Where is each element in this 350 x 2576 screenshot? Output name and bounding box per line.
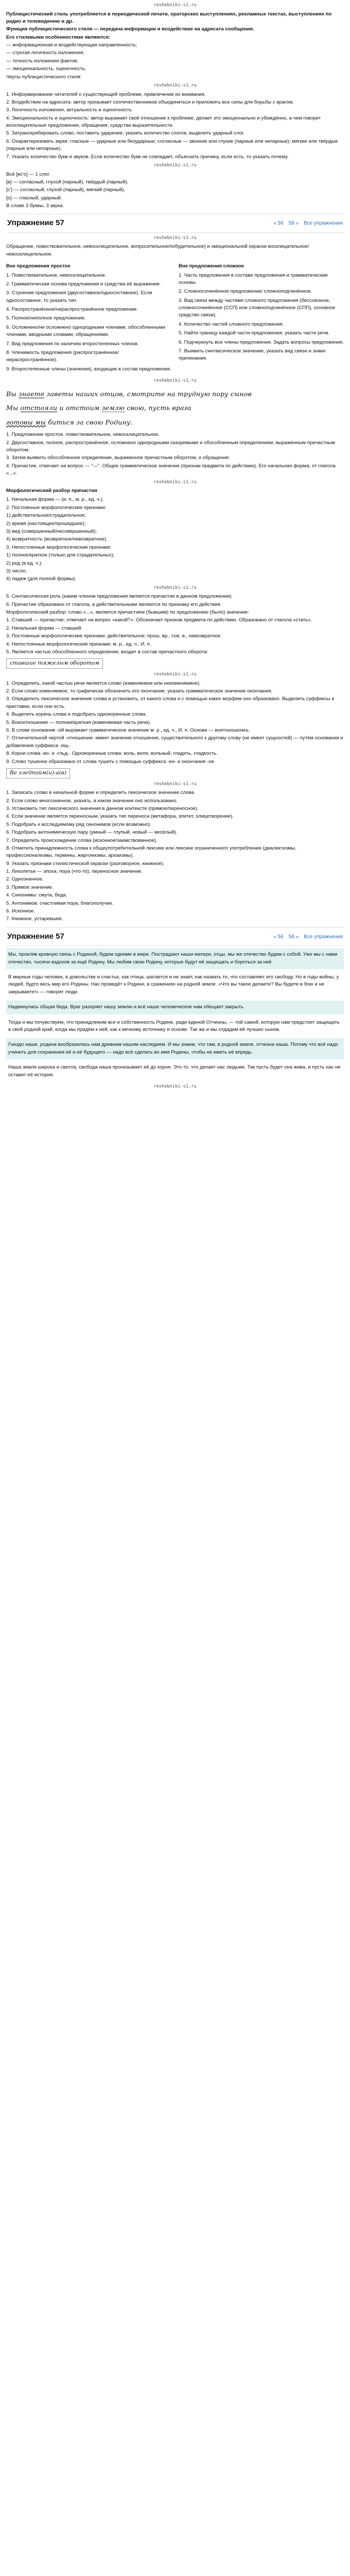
morph-line: 1. Ставший — причастие; отвечает на вопрос «какой?». Обозначает признак предмета по действию. Образовано от глагола «стать». [6, 617, 312, 623]
chip-block-1 [6, 657, 344, 670]
exercise-title: Упражнение 57 [7, 218, 64, 228]
morph-line: 4) возвратность (возвратное/невозвратное). [6, 536, 108, 543]
text-line: Функция публицистического стиля — передача информации и воздействие на адресата сообщения. [6, 26, 254, 32]
morph-line: 4. Непостоянные морфологические признаки: м. р., ед. ч., И. п. [6, 641, 151, 647]
watermark: reshebniki-s1.ru [153, 1083, 197, 1089]
morph-line: 1) полное/краткое (только для страдательных); [6, 552, 115, 558]
table-left-item: 5. Полное/неполное предложение. [6, 315, 86, 321]
word-formation-line: 3. Определить лексическое значение слова и установить, от какого слова и с помощью каких морфем оно образовано. Выделить суффиксы и приставки, если они есть. [6, 696, 335, 709]
stylistics-section [6, 11, 344, 81]
prev-exercise-link[interactable]: « 56 [273, 934, 284, 940]
text-paragraph: В мирные годы человек, в довольстве и счастье, как птица, шатается и не знает, как назвать то, что составляет его свободу. Но в годы войны, у людей, будто весь мир его Родины. Нас проведёт к Родине, в сражениях на родной земле. «Что вы такое делаете? Вы будете в бою и не закрываете!» — говорят люди. [6, 971, 344, 999]
exercise-intro-text: Обращение, повествовательное, невосклицательное, вопросительное/побудительное) и эмоциональной окраски восклицательное/невосклицательное. [6, 244, 309, 257]
sentence-analysis [6, 431, 344, 477]
phonetic-line: [о] — гласный, ударный. [6, 195, 62, 201]
hw-object: землю [101, 404, 125, 412]
lexical-line: 2. Если слово многозначное, указать, в каком значении оно использовано. [6, 798, 178, 804]
watermark: reshebniki-s1.ru [153, 585, 197, 590]
text-line: — эмоциональность, оценочность. [6, 66, 86, 72]
text-line: Публицистический стиль употребляется в периодической печати, ораторских выступлениях, рекламных текстах, выступлениях по радио и телевидению и др. [6, 11, 332, 24]
list-item: 7. Указать количество букв и звуков. Если количество букв не совпадает, объяснить причину, если есть, то указать почему. [6, 154, 289, 160]
word-formation-line: 7. Отличительной чертой -отношение- имеет значение отношения, существительного к другому слову (не имеет сущностей) — путём основания и добавления суффикса -ищ-. [6, 735, 343, 749]
morph-line: 5. Является частью обособленного определения, входит в состав причастного оборота: [6, 649, 208, 655]
analysis-line: 3. Затем выявить обособленное определение, выраженное причастным оборотом, и обращение. [6, 455, 231, 461]
parsing-table-left [6, 261, 171, 375]
word-formation-line: 6. В слове основание -ой выражает грамматическое значение м. р., ед. ч., И. п. Основа — воетоношениъ. [6, 727, 250, 733]
morph-head-block [6, 487, 344, 495]
lexical-line: 1. Лихолетье — эпоха, пора (что-то), переносное значение. [6, 869, 143, 875]
watermark: reshebniki-s1.ru [153, 781, 197, 787]
hw-word: и отстоим [59, 404, 100, 412]
lexical-line: 7. Книжное, устаревшее. [6, 916, 63, 922]
hw-subject: Мы [6, 404, 19, 412]
all-exercises-link[interactable]: Все упражнения [304, 934, 343, 940]
prev-exercise-link[interactable]: « 56 [273, 221, 284, 227]
text-line: Черты публицистического стиля: [6, 74, 82, 80]
list-item: 3. Логичность изложения, актуальность и оценочность. [6, 107, 133, 113]
table-left-header: Вне предложения простое [6, 263, 71, 269]
morph-line: 5. Синтаксическая роль (каким членом предложения является причастие в данном предложении). [6, 594, 233, 600]
hw-word: свою, пусть врага [127, 404, 191, 412]
watermark: reshebniki-s1.ru [153, 163, 197, 168]
table-right-item: 7. Выявить синтаксическое значение, указать вид связи и знаки препинания. [179, 348, 326, 362]
next-exercise-link[interactable]: 58 » [288, 934, 299, 940]
watermark: reshebniki-s1.ru [153, 235, 197, 241]
word-formation-line: 9. Слово тушеное образовано от слова тушить с помощью суффикса -ен- и окончания -ое. [6, 758, 216, 765]
handwriting-line-2 [6, 401, 344, 415]
handwriting-line-1 [6, 387, 344, 401]
watermark: reshebniki-s1.ru [153, 479, 197, 485]
word-formation-line: 4. Выделить корень слова и подобрать однокоренные слова. [6, 711, 147, 718]
text-paragraph: Тогда и мы почувствуем, что принадлежим все и собственность Родине, ради единой Отчизны, — той самой, которую нам предстоит защищать в свой родной край, когда мы придём к ней, как к вечному источнику и основе. Так же и мы отдадим ей лучших сынов. [6, 1016, 344, 1037]
exercise-intro [6, 243, 344, 258]
lexical-line: 9. Указать признаки стилистической окраски (разговорное, книжное). [6, 860, 165, 867]
exercise-bar-2 [6, 927, 344, 946]
word-formation-analysis [6, 680, 344, 766]
hw-predicate: отстояли [20, 404, 58, 412]
morph-analysis [6, 496, 344, 583]
text-paragraph: Гнездо наше, родина вообразилась нам древним нашим наследием. И мы знаем, что там, в родной земле, отчизна наша. Потому что всё надо учинить для сохранения её и её будущего — надо всё сделать во имя Родины, чтобы не иметь её впредь. [6, 1038, 344, 1059]
chip-block-2 [6, 767, 344, 779]
exercise-nav [273, 219, 343, 227]
analysis-line: 4. Причастие, отвечает на вопрос — "—". Общее грамматическое значение (признак предмета по действию). Его начальная форма, от глагола «...». [6, 463, 336, 477]
text-paragraph: Наша земля широка и светла, свобода наша пронизывает её до корня. Это то, что делает нас людьми. Так пусть будет она жива, и пусть нас не оставит её история. [6, 1061, 344, 1082]
lexical-line: 4. Если значение является переносным, указать тип переноса (метафора, эпитет, олицетворение). [6, 814, 234, 820]
lexical-line: 6. Подобрать антонимическую пару (умный — глупый, новый — весёлый). [6, 829, 178, 836]
morph-line: 2. Начальная форма — ставший. [6, 625, 83, 631]
table-right-item: 1. Часть предложения в составе предложения и грамматические основы. [179, 272, 328, 285]
handwritten-chip: Ве злеїтойм(и)-а(в) [6, 768, 70, 778]
text-line: — строгая логичность изложения; [6, 50, 84, 56]
hw-word: заветы наших отцов, смотрите на трудную пору сынов [46, 389, 252, 398]
lexical-line: 5. Подобрать к исследуемому ряд синонимов (если возможно). [6, 821, 152, 827]
table-right-header: Вне предложения сложное [179, 263, 244, 269]
list-item: 5. Затранскрибировать слово, поставить ударение, указать количество слогов, выделить ударный слог. [6, 130, 244, 137]
morph-analysis-2 [6, 593, 344, 656]
table-left-item: 1. Повествовательное, невосклицательное. [6, 272, 107, 278]
table-left-item: 3. Строение предложения (двусоставное/односоставное). Если односоставное, то указать тип. [6, 290, 152, 303]
morph-line: 2) род (в ед. ч.); [6, 560, 43, 566]
morph-line: 3) вид (совершенный/несовершенный); [6, 529, 97, 534]
morph-line: Морфологический разбор: слово «...», является причастием (бывшим) по предложению (было) значение: [6, 609, 249, 616]
text-paragraph: Мы, прокляв кровную связь с Родиной, будем одними в мире. Пострадают наши матери, отцы, мы же отечество будем с собой. Уже мы с нами отечество, тысячи вздохов за ещё Родину. Мы любим свою Родину, которые будут её защищать и бороться за неё. [6, 948, 344, 969]
parsing-table [6, 261, 344, 375]
lexical-line: 1. Записать слово в начальной форме и определить лексическое значение слова. [6, 790, 196, 796]
table-left-item: 7. Вид предложения по наличию второстепенных членов. [6, 341, 139, 347]
list-item: 2. Воздействие на адресата: автор призывает соотечественников объединиться и приложить все силы для борьбы с врагом. [6, 99, 294, 105]
morph-line: 1) действительное/страдательное; [6, 513, 86, 519]
exercise-text [6, 948, 344, 1082]
table-right-item: 2. Сложносочинённое предложение/ сложноподчинённое. [179, 289, 312, 295]
morph-line: 2) время (настоящее/прошедшее); [6, 520, 86, 527]
table-right-item: 6. Подчеркнуть все члены предложения. Задать вопросы предложения. [179, 339, 344, 345]
text-line: — точность изложения фактов; [6, 58, 78, 64]
lexical-line: 3. Установить тип лексического значения в данном контексте (прямое/переносное). [6, 805, 199, 811]
exercise-bar [6, 214, 344, 233]
morph-line: 1. Начальная форма — (и. п., м. р., ед. ч.). [6, 497, 104, 503]
handwriting-line-3 [6, 415, 344, 430]
exercise-title: Упражнение 57 [7, 931, 64, 941]
lexical-line: 5. Антонимов: счастливая пора, благополучие. [6, 900, 114, 906]
morph-line: 4) падеж (для полной формы). [6, 576, 77, 582]
page [0, 0, 350, 1096]
phonetic-line: [в] — согласный, глухой (парный), твёрдый (парный). [6, 179, 129, 185]
lexical-line: 2. Однозначное. [6, 876, 44, 883]
table-left-item: 2. Грамматическая основа предложения и средства её выражения. [6, 281, 161, 287]
phonetic-line: Всё [вс'о] — 1 слог. [6, 171, 50, 177]
table-left-item: 9. Второстепенные члены (значения), входящие в состав предложения. [6, 366, 171, 372]
analysis-line: 2. Двусоставное, полное, распространённое, осложнено однородными сказуемыми и обособленным определением, выраженным причастным оборотом. [6, 439, 335, 453]
word-formation-line: 5. Вокоотношение — полная/краткая (изменяемая часть речи). [6, 719, 151, 725]
text-line: Его стилевыми особенностями являются: [6, 34, 111, 40]
lexical-line: 6. Исконное. [6, 908, 35, 914]
handwritten-sentence [6, 387, 344, 430]
list-item: 6. Охарактеризовать звуки: гласные — ударные или безударные; согласные — звонкие или глухие (парные или непарные); мягкие или твёрдые (парные или непарные). [6, 138, 338, 152]
lexical-line: 8. Отметить принадлежность слова к общеупотребительной лексике или лексике ограниченного употребления (диалектизмы, профессионализмы, термины, жаргонизмы, архаизмы). [6, 845, 296, 859]
word-formation-line: 8. Корни слова -во- и -гльд-. Однокоренные слова: воль, воля, вольный, гладить, гладкость. [6, 751, 218, 757]
parsing-table-right [179, 261, 344, 375]
lexical-line: 7. Определить происхождение слова (исконное/заимствованное). [6, 837, 157, 843]
phonetic-analysis [6, 171, 344, 210]
table-left-item: 8. Членимость предложения (распространённое/ нераспространённое). [6, 350, 119, 363]
text-paragraph: Надвинулась общая беда. Враг разоряет нашу землю и всё наше человеческое нам обещает закрыть. [6, 1001, 344, 1014]
lexical-analysis [6, 789, 344, 923]
watermark: reshebniki-s1.ru [153, 83, 197, 89]
word-formation-line: 2. Если слово изменяемое, то графически обозначить его окончание, указать грамматическое значение окончания. [6, 688, 273, 694]
hw-modifier: готовы мы [6, 418, 46, 426]
morph-line: 2. Постоянные морфологические признаки: [6, 504, 107, 511]
features-list [6, 91, 344, 161]
hw-word: Вы [6, 389, 16, 398]
lexical-line: 4. Синонимы: смута, беда. [6, 892, 67, 899]
hw-word: биться за свою Родину. [48, 418, 133, 426]
word-formation-line: 1. Определить, какой частью речи является слово (изменяемое или неизменяемое). [6, 680, 201, 686]
phonetic-line: [с'] — согласный, глухой (парный), мягкий (парный). [6, 187, 126, 193]
morph-line: 3. Постоянные морфологические признаки: действительное; прош. вр., сов. в., невозвратное. [6, 633, 222, 639]
handwritten-chip: ставшие тяжелым оборотом [6, 658, 103, 669]
text-line: — информационная и воздействующая направленность; [6, 42, 137, 48]
list-item: 4. Эмоциональность и оценочность: автор выражает своё отношение к проблеме, делает это эмоционально и убеждённо, а чем говорит восклицательные предложения, обращения, средства выразительности. [6, 115, 321, 129]
morph-line: 3) число; [6, 568, 27, 574]
table-left-item: 6. Осложнено/не осложнено однородными членами, обособленными членами, вводными словами, обращениями. [6, 324, 165, 338]
watermark: reshebniki-s1.ru [153, 672, 197, 677]
all-exercises-link[interactable]: Все упражнения [304, 221, 343, 227]
table-right-item: 4. Количество частей сложного предложения. [179, 321, 284, 327]
table-left-item: 4. Распространённое/нераспространённое предложение. [6, 307, 138, 313]
table-right-item: 3. Вид связи между частями сложного предложения (бессоюзное, сложносочинённое (ССП) или сложноподчинённое (СПП), основное средство связи). [179, 297, 336, 318]
morph-line: 6. Причастие образовано от глагола, а действительными являются по признаку его действия. [6, 601, 222, 607]
table-right-item: 5. Найти границу каждой части предложения, указать части речи. [179, 330, 330, 336]
watermark: reshebniki-s1.ru [153, 378, 197, 384]
morph-heading: Морфологический разбор причастия [6, 488, 97, 494]
phonetic-line: В слове 3 буквы, 3 звука. [6, 203, 64, 209]
list-item: 1. Информирование читателей о существующей проблеме, привлечение их внимания. [6, 91, 206, 97]
hw-predicate: знаете [18, 389, 45, 398]
exercise-nav [273, 933, 343, 941]
analysis-line: 1. Предложение простое, повествовательное, невосклицательное. [6, 432, 160, 438]
lexical-line: 3. Прямое значение. [6, 884, 54, 890]
morph-line: 3. Непостоянные морфологические признаки: [6, 544, 112, 550]
next-exercise-link[interactable]: 58 » [288, 221, 299, 227]
watermark: reshebniki-s1.ru [153, 3, 197, 8]
